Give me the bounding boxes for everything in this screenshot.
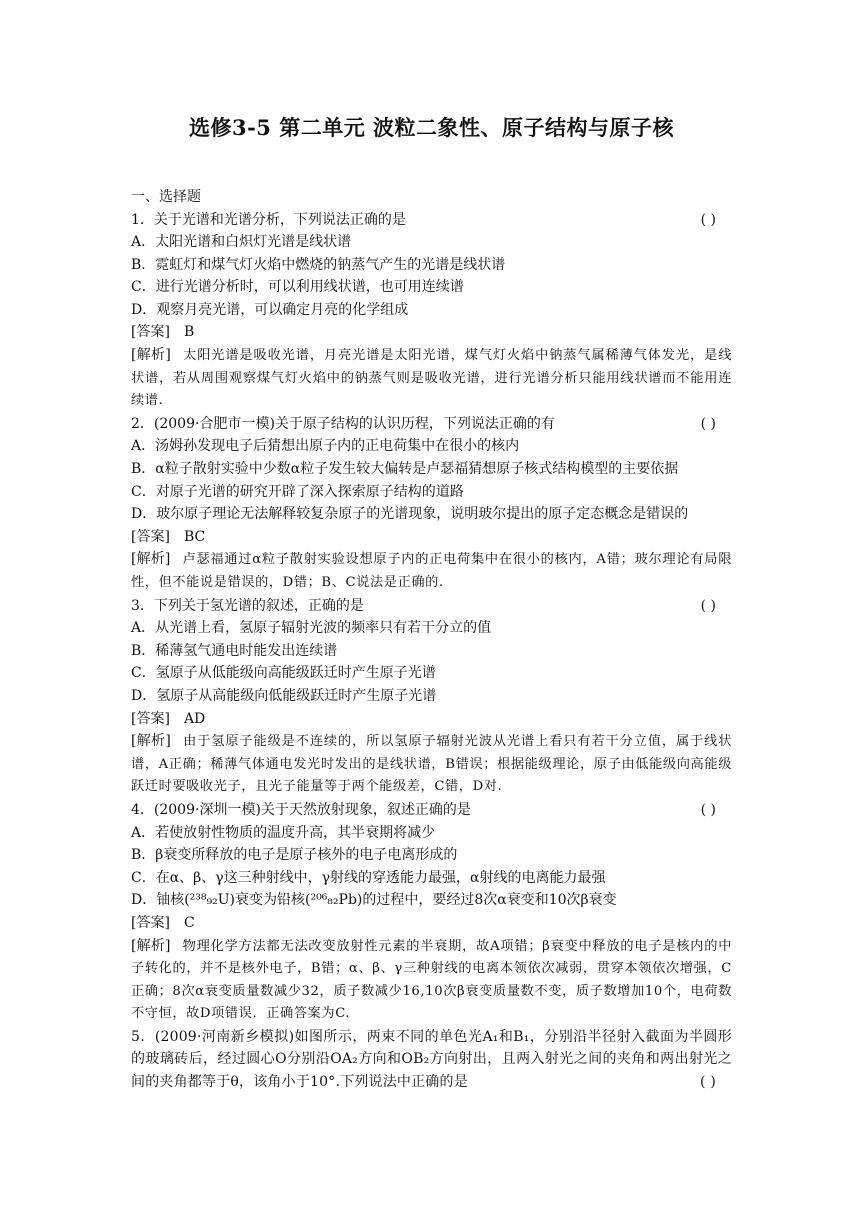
question-2 (131, 413, 732, 595)
question-stem (131, 595, 732, 618)
analysis-text: 卢瑟福通过α粒子散射实验设想原子内的正电荷集中在很小的核内，A错；玻尔理论有局限性，但不能说是错误的，D错；B、C说法是正确的. (131, 552, 732, 590)
answer-line (131, 708, 732, 731)
option-a: A．从光谱上看，氢原子辐射光波的频率只有若干分立的值 (131, 620, 492, 637)
option-a: A．太阳光谱和白炽灯光谱是线状谱 (131, 234, 352, 251)
analysis-label: [解析] (131, 733, 171, 750)
stem-text: 3．下列关于氢光谱的叙述，正确的是 (131, 597, 364, 614)
stem-text: 4．(2009·深圳一模)关于天然放射现象，叙述正确的是 (131, 801, 471, 818)
answer-blank: ( ) (700, 801, 716, 818)
question-stem (131, 799, 732, 822)
answer-blank: ( ) (700, 1074, 716, 1091)
option-c: C．进行光谱分析时，可以利用线状谱，也可用连续谱 (131, 279, 464, 296)
question-stem (131, 1026, 732, 1094)
analysis-label: [解析] (131, 551, 171, 568)
question-5 (131, 1026, 732, 1094)
answer-label: [答案] (131, 914, 170, 931)
option-d: D．铀核(²³⁸₉₂U)衰变为铅核(²⁰⁶₈₂Pb)的过程中，要经过8次α衰变和10次β衰变 (131, 892, 617, 909)
analysis-text: 由于氢原子能级是不连续的，所以氢原子辐射光波从光谱上看只有若干分立值，属于线状谱，A正确；稀薄气体通电发光时发出的是线状谱，B错误；根据能级理论，原子由低能级向高能级跃迁时要吸收光子，且光子能量等于两个能级差，C错，D对. (131, 734, 732, 795)
answer-label: [答案] (131, 528, 170, 545)
analysis-label: [解析] (131, 937, 171, 954)
answer-blank: ( ) (700, 211, 716, 228)
question-stem (131, 209, 732, 232)
option-b: B．霓虹灯和煤气灯火焰中燃烧的钠蒸气产生的光谱是线状谱 (131, 256, 506, 273)
answer-label: [答案] (131, 324, 170, 341)
answer-value: AD (183, 710, 206, 727)
stem-text: 1．关于光谱和光谱分析，下列说法正确的是 (131, 211, 406, 228)
analysis (131, 344, 732, 413)
answer-value: B (183, 324, 195, 341)
answer-blank: ( ) (700, 415, 716, 432)
analysis-label: [解析] (131, 347, 171, 364)
analysis (131, 548, 732, 594)
answer-line (131, 321, 732, 344)
option-b: B．β衰变所释放的电子是原子核外的电子电离形成的 (131, 847, 458, 864)
answer-line (131, 912, 732, 935)
answer-blank: ( ) (700, 597, 716, 614)
analysis-text: 太阳光谱是吸收光谱，月亮光谱是太阳光谱，煤气灯火焰中钠蒸气属稀薄气体发光，是线状谱，若从周围观察煤气灯火焰中的钠蒸气则是吸收光谱，进行光谱分析只能用线状谱而不能用连续谱. (131, 348, 732, 409)
analysis (131, 730, 732, 799)
option-c: C．氢原子从低能级向高能级跃迁时产生原子光谱 (131, 665, 436, 682)
question-3 (131, 595, 732, 799)
option-b: B．α粒子散射实验中少数α粒子发生较大偏转是卢瑟福猜想原子核式结构模型的主要依据 (131, 461, 679, 478)
option-a: A．汤姆孙发现电子后猜想出原子内的正电荷集中在很小的核内 (131, 438, 520, 455)
option-c: C．在α、β、γ这三种射线中，γ射线的穿透能力最强，α射线的电离能力最强 (131, 869, 606, 886)
answer-value: C (183, 914, 195, 931)
option-c: C．对原子光谱的研究开辟了深入探索原子结构的道路 (131, 483, 464, 500)
analysis-text: 物理化学方法都无法改变放射性元素的半衰期，故A项错；β衰变中释放的电子是核内的中子转化的，并不是核外电子，B错；α、β、γ三种射线的电离本领依次减弱，贯穿本领依次增强，C正确；8次α衰变质量数减少32，质子数减少16,10次β衰变质量数不变，质子数增加10个，电荷数不守恒，故D项错误．正确答案为C. (131, 938, 732, 1022)
answer-value: BC (183, 528, 206, 545)
question-4 (131, 799, 732, 1026)
option-b: B．稀薄氢气通电时能发出连续谱 (131, 642, 338, 659)
question-1 (131, 209, 732, 413)
option-a: A．若使放射性物质的温度升高，其半衰期将减少 (131, 824, 436, 841)
section-heading: 一、选择题 (131, 189, 201, 205)
answer-label: [答案] (131, 710, 170, 727)
stem-text: 5．(2009·河南新乡模拟)如图所示，两束不同的单色光A₁和B₁，分别沿半径射入截面为半圆形的玻璃砖后，经过圆心O分别沿OA₂方向和OB₂方向射出，且两入射光之间的夹角和两出射光之间的夹角都等于θ，该角小于10°.下列说法中正确的是 (131, 1028, 732, 1091)
question-stem (131, 413, 732, 436)
option-d: D．观察月亮光谱，可以确定月亮的化学组成 (131, 301, 409, 318)
page-title: 选修3-5 第二单元 波粒二象性、原子结构与原子核 (188, 115, 675, 140)
option-d: D．玻尔原子理论无法解释较复杂原子的光谱现象，说明玻尔提出的原子定态概念是错误的 (131, 506, 689, 523)
answer-line (131, 526, 732, 549)
analysis (131, 935, 732, 1026)
option-d: D．氢原子从高能级向低能级跃迁时产生原子光谱 (131, 687, 437, 704)
stem-text: 2．(2009·合肥市一模)关于原子结构的认识历程，下列说法正确的有 (131, 415, 555, 432)
